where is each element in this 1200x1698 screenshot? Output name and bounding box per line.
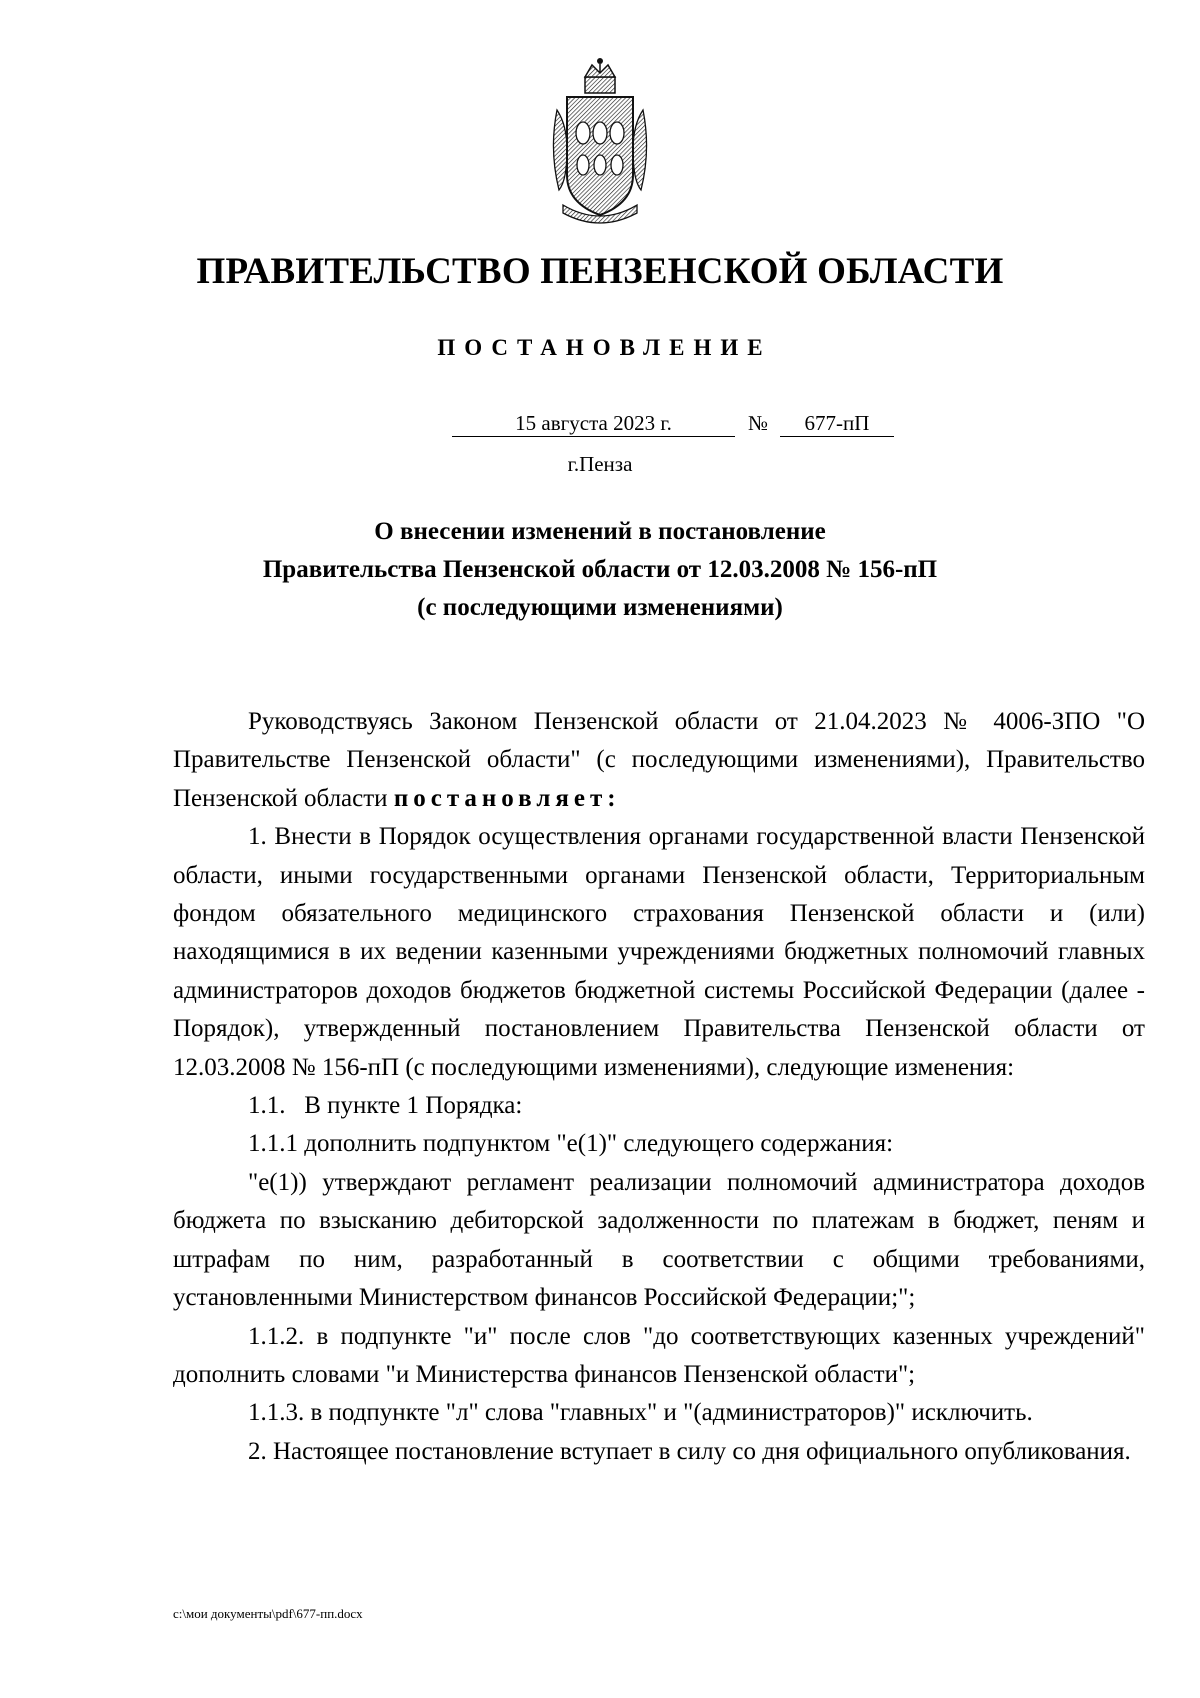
subject-line-3: (с последующими изменениями) [417,594,783,621]
subject-line-2: Правительства Пензенской области от 12.03.2008 № 156-пП [262,556,938,583]
paragraph-1-1-2: 1.1.2. в подпункте "и" после слов "до соответствующих казенных учреждений" дополнить словами "и Министерства финансов Пензенской области"; [173,1322,1145,1388]
number-sign: № [748,411,769,435]
footer-file-path: c:\мои документы\pdf\677-пп.docx [173,1606,363,1621]
paragraph-1-1: 1.1. В пункте 1 Порядка: [248,1092,523,1120]
document-body [173,703,1145,1471]
document-city: г.Пенза [567,452,633,476]
coat-of-arms-icon [545,55,655,225]
paragraph-1: 1. Внести в Порядок осуществления органами государственной власти Пензенской области, иными государственными органами Пензенской области, Территориальным фондом обязательного медицинского страхования Пензенской области и (или) находящимися в их ведении казенными учреждениями бюджетных полномочий главных администраторов доходов бюджетов бюджетной системы Российской Федерации (далее - Порядок), утвержденный постановлением Правительства Пензенской области от 12.03.2008 № 156-пП (с последующими изменениями), следующие изменения: [173,823,1145,1081]
document-number: 677-пП [780,410,894,437]
paragraph-1-1-1: 1.1.1 дополнить подпунктом "е(1)" следующего содержания: [248,1130,894,1158]
preamble-paragraph [173,703,1145,818]
subject-line-1: О внесении изменений в постановление [374,518,826,545]
document-date: 15 августа 2023 г. [452,410,735,437]
paragraph-2: 2. Настоящее постановление вступает в силу со дня официального опубликования. [248,1437,1131,1465]
organization-title: ПРАВИТЕЛЬСТВО ПЕНЗЕНСКОЙ ОБЛАСТИ [196,251,1004,292]
preamble-decree: постановляет: [393,784,621,812]
paragraph-1-1-1-text: "е(1)) утверждают регламент реализации полномочий администратора доходов бюджета по взысканию дебиторской задолженности по платежам в бюджет, пеням и штрафам по ним, разработанный в соответствии с общими требованиями, установленными Министерством финансов Российской Федерации;"; [173,1168,1145,1312]
document-subject [0,513,1200,627]
document-type: ПОСТАНОВЛЕНИЕ [437,335,772,360]
preamble-text: Руководствуясь Законом Пензенской области от 21.04.2023 № 4006-ЗПО "О Правительстве Пензенской области" (с последующими изменениями), Правительство Пензенской области [173,708,1145,812]
paragraph-1-1-3: 1.1.3. в подпункте "л" слова "главных" и "(администраторов)" исключить. [248,1399,1033,1427]
